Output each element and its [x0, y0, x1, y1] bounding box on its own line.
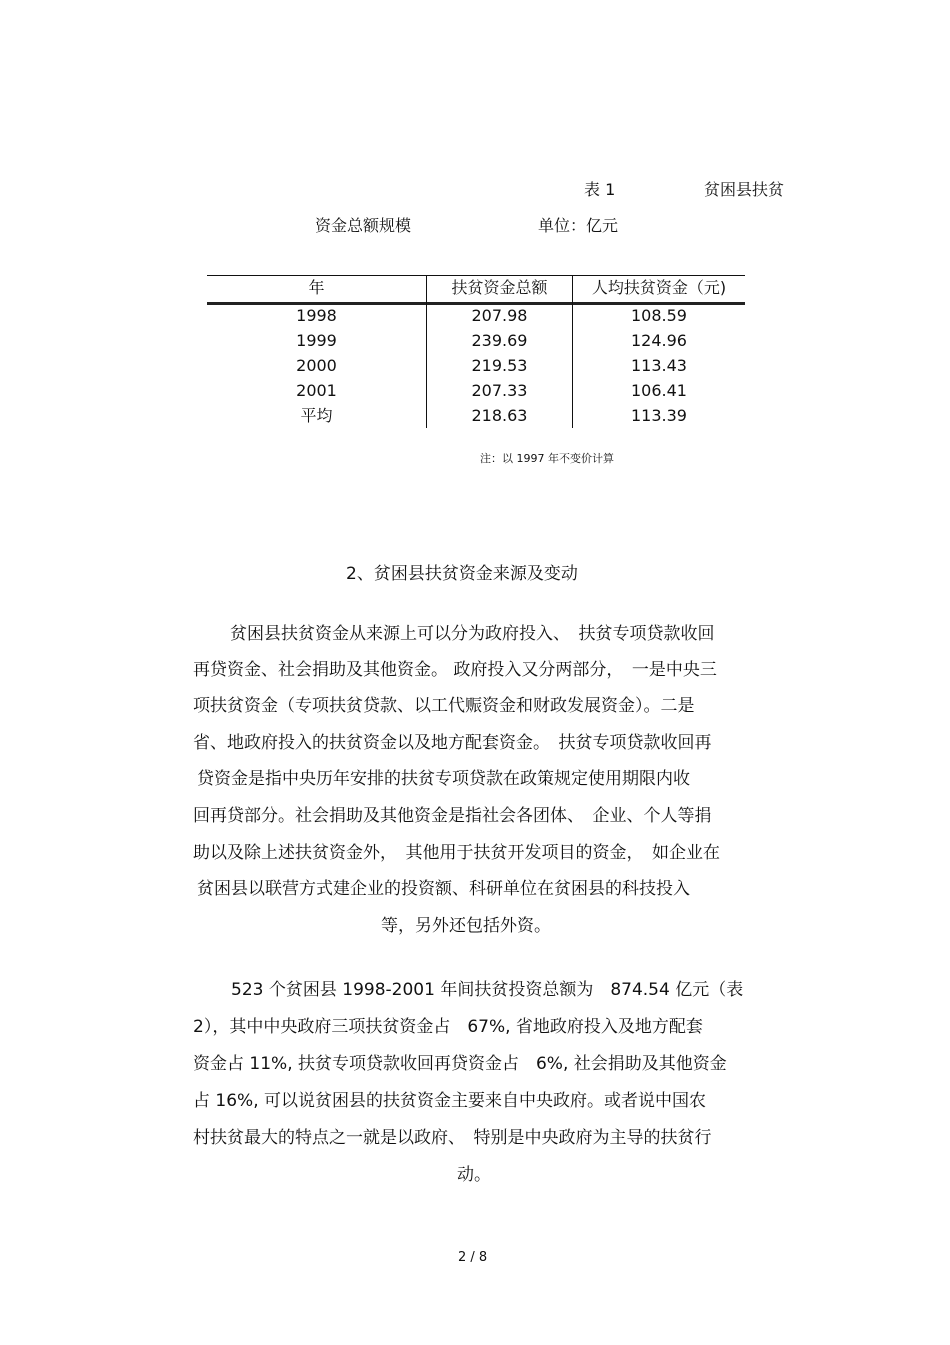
table-cell-per-capita: 113.43: [631, 356, 687, 375]
table-cell-per-capita: 124.96: [631, 331, 687, 350]
paragraph-line: 贫困县扶贫资金从来源上可以分为政府投入、 扶贫专项贷款收回: [230, 624, 715, 644]
paragraph-line: 2），其中中央政府三项扶贫资金占 67%, 省地政府投入及地方配套: [193, 1017, 703, 1037]
table-cell-total: 239.69: [471, 331, 528, 350]
table-caption-title: 贫困县扶贫: [704, 180, 785, 199]
paragraph-line: 等，另外还包括外资。: [381, 916, 551, 936]
table-caption-label: 表 1: [584, 180, 616, 199]
paragraph-line: 523 个贫困县 1998-2001 年间扶贫投资总额为 874.54 亿元（表: [231, 980, 744, 1000]
table-cell-total: 207.98: [471, 306, 528, 325]
paragraph-line: 贷资金是指中央历年安排的扶贫专项贷款在政策规定使用期限内收: [197, 769, 690, 789]
paragraph-line: 助以及除上述扶贫资金外， 其他用于扶贫开发项目的资金， 如企业在: [193, 843, 720, 863]
table-cell-year: 2000: [296, 356, 337, 375]
table-cell-year: 2001: [296, 381, 337, 400]
table-cell-per-capita: 106.41: [631, 381, 687, 400]
table-cell-per-capita: 108.59: [631, 306, 687, 325]
table-note: 注：以 1997 年不变价计算: [480, 452, 614, 465]
table-cell-year: 1998: [296, 306, 337, 325]
table-cell-total: 218.63: [471, 406, 528, 425]
table-header-total: 扶贫资金总额: [451, 278, 548, 297]
paragraph-line: 回再贷部分。社会捐助及其他资金是指社会各团体、 企业、个人等捐: [193, 806, 712, 826]
table-header-year: 年: [308, 278, 325, 297]
page-number: 2 / 8: [458, 1250, 488, 1265]
paragraph-line: 再贷资金、社会捐助及其他资金。 政府投入又分两部分， 一是中央三: [193, 660, 717, 680]
table-cell-total: 219.53: [471, 356, 528, 375]
table-header-per-capita: 人均扶贫资金（元): [591, 278, 727, 297]
table-top-rule: [207, 275, 745, 276]
paragraph-line: 动。: [457, 1165, 491, 1185]
table-cell-per-capita: 113.39: [631, 406, 687, 425]
paragraph-line: 贫困县以联营方式建企业的投资额、科研单位在贫困县的科技投入: [197, 879, 690, 899]
table-cell-year: 1999: [296, 331, 337, 350]
paragraph-line: 项扶贫资金（专项扶贫贷款、以工代赈资金和财政发展资金）。二是: [193, 696, 695, 716]
table-cell-total: 207.33: [471, 381, 528, 400]
paragraph-line: 占 16%, 可以说贫困县的扶贫资金主要来自中央政府。或者说中国农: [193, 1091, 706, 1111]
table-unit: 单位：亿元: [538, 216, 619, 235]
section-heading: 2、贫困县扶贫资金来源及变动: [346, 564, 578, 584]
table-cell-year: 平均: [300, 406, 333, 425]
paragraph-line: 资金占 11%, 扶贫专项贷款收回再贷资金占 6%, 社会捐助及其他资金: [193, 1054, 727, 1074]
table-header-rule: [207, 302, 745, 305]
table-caption-title-cont: 资金总额规模: [315, 216, 412, 235]
paragraph-line: 省、地政府投入的扶贫资金以及地方配套资金。 扶贫专项贷款收回再: [193, 733, 712, 753]
paragraph-line: 村扶贫最大的特点之一就是以政府、 特别是中央政府为主导的扶贫行: [193, 1128, 712, 1148]
